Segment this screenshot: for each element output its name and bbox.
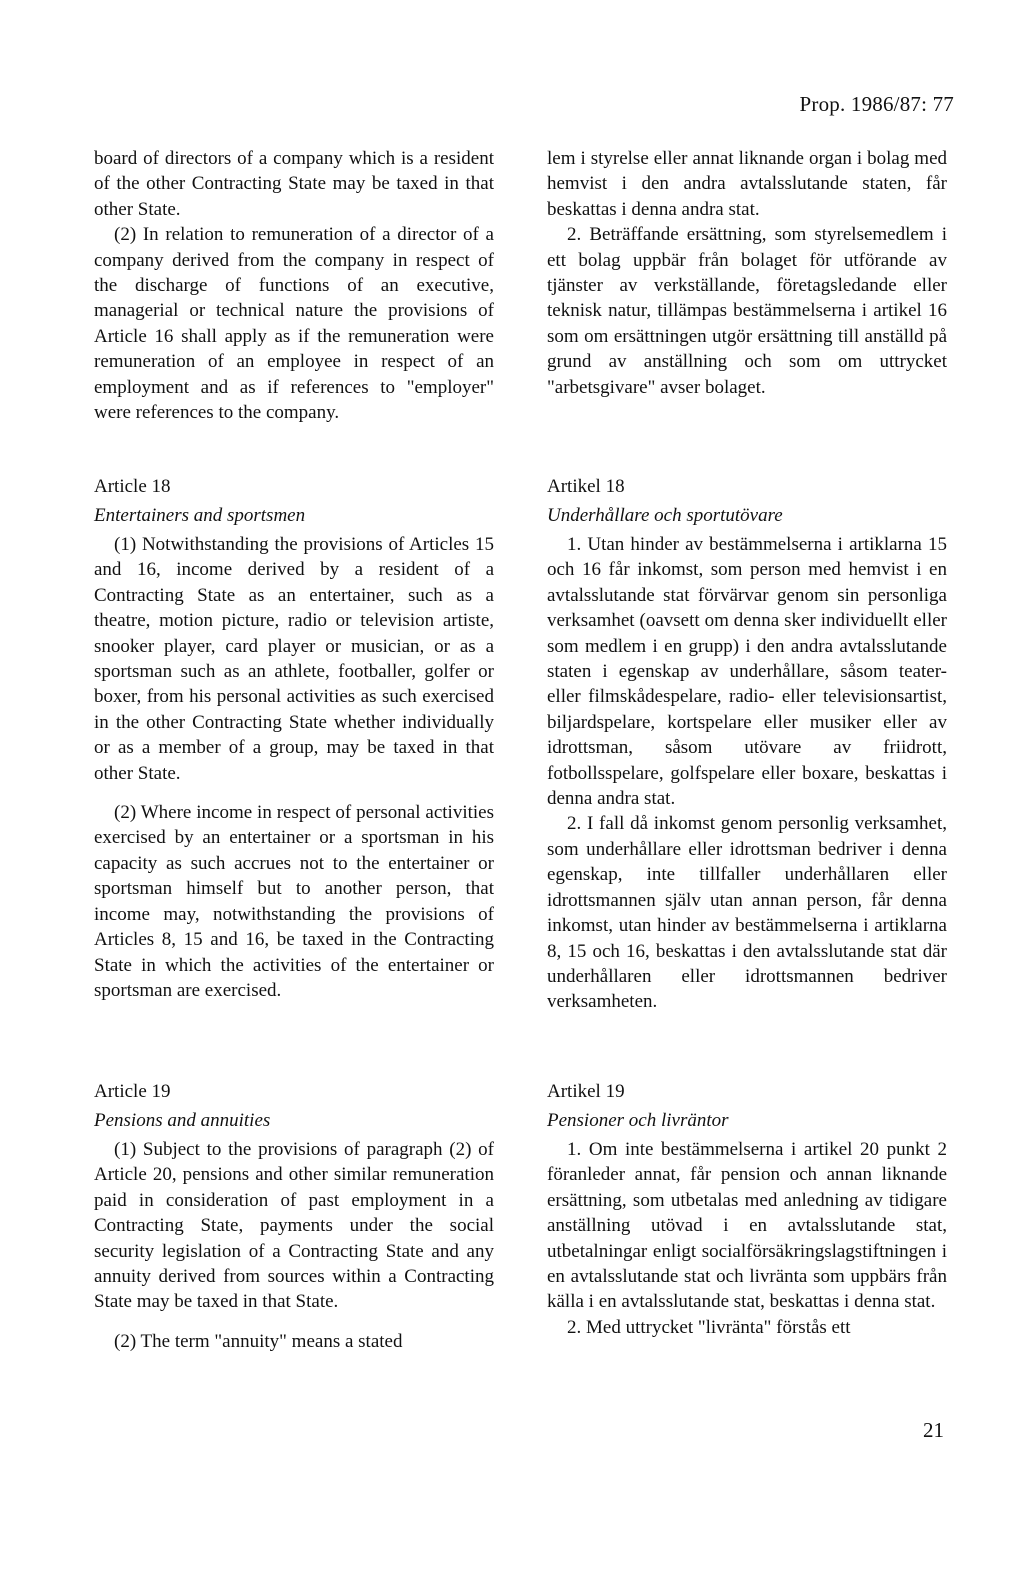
paragraph-gap bbox=[94, 786, 494, 800]
english-article-19-paragraph-2: (2) The term "annuity" means a stated bbox=[114, 1330, 403, 1352]
english-top-paragraph-1: board of directors of a company which is a resident of the other Contracting State may be taxed in that other State. bbox=[94, 148, 494, 220]
english-top-section bbox=[94, 146, 494, 425]
swedish-article-19-title: Artikel 19 bbox=[547, 1081, 625, 1102]
swedish-article-19-paragraph-1: 1. Om inte bestämmelserna i artikel 20 punkt 2 föranleder annat, får pension och annan liknande ersättning, som utbetalas med anledning av tidigare anställning utövad i en avtalsslutande stat, utbetalningar enligt socialförsäkringslagstiftningen i en avtalsslutande stat och livränta som uppbärs från källa i en avtalsslutande stat, beskattas i denna stat. bbox=[547, 1139, 947, 1313]
english-article-18-title: Article 18 bbox=[94, 476, 171, 497]
swedish-article-19 bbox=[547, 1079, 947, 1340]
page-number: 21 bbox=[923, 1418, 944, 1442]
swedish-top-section bbox=[547, 146, 947, 400]
english-article-19-title: Article 19 bbox=[94, 1081, 171, 1102]
swedish-article-18 bbox=[547, 474, 947, 1015]
english-article-19 bbox=[94, 1079, 494, 1354]
swedish-top-paragraph-1: lem i styrelse eller annat liknande organ i bolag med hemvist i den andra avtalsslutande staten, får beskattas i denna andra stat. bbox=[547, 148, 947, 220]
page-header: Prop. 1986/87: 77 bbox=[799, 92, 954, 116]
english-article-19-subtitle: Pensions and annuities bbox=[94, 1110, 271, 1131]
english-article-19-paragraph-1: (1) Subject to the provisions of paragraph (2) of Article 20, pensions and other similar remuneration paid in consideration of past employment in a Contracting State, payments under the social security legislation of a Contracting State and any annuity derived from sources within a Contracting State may be taxed in that State. bbox=[94, 1139, 494, 1313]
english-article-18-paragraph-1: (1) Notwithstanding the provisions of Articles 15 and 16, income derived by a resident of a Contracting State as an entertainer, such as a theatre, motion picture, radio or television artiste, snooker player, card player or musician, or as a sportsman such as an athlete, footballer, golfer or boxer, from his personal activities as such exercised in the other Contracting State whether individually or as a member of a group, may be taxed in that other State. bbox=[94, 534, 494, 784]
swedish-article-18-paragraph-1: 1. Utan hinder av bestämmelserna i artiklarna 15 och 16 får inkomst, som person med hemvist i en avtalsslutande stat förvärvar genom sin personliga verksamhet (oavsett om denna sker individuellt eller som medlem i en grupp) i den andra avtalsslutande staten i egenskap av underhållare, såsom teater- eller filmskådespelare, radio- eller televisionsartist, biljardspelare, kortspelare eller musiker eller av idrottsman, såsom utövare av friidrott, fotbollsspelare, golfspelare eller boxare, beskattas i denna andra stat. bbox=[547, 534, 947, 810]
swedish-article-18-title: Artikel 18 bbox=[547, 476, 625, 497]
paragraph-gap bbox=[94, 1315, 494, 1329]
english-top-paragraph-2: (2) In relation to remuneration of a director of a company derived from the company in respect of the discharge of functions of an executive, managerial or technical nature the provisions of Article 16 shall apply as if the remuneration were remuneration of an employee in respect of an employment and as if references to "employer" were references to the company. bbox=[94, 224, 494, 424]
swedish-top-paragraph-2: 2. Beträffande ersättning, som styrelsemedlem i ett bolag uppbär från bolaget för utförande av tjänster av verkställande, företagsledande eller teknisk natur, tillämpas bestämmelserna i artikel 16 som om ersättningen utgör ersättning till anställd på grund av anställning och som om uttrycket "arbetsgivare" avser bolaget. bbox=[547, 224, 947, 398]
english-article-18 bbox=[94, 474, 494, 1003]
english-article-18-subtitle: Entertainers and sportsmen bbox=[94, 505, 306, 526]
swedish-article-19-subtitle: Pensioner och livräntor bbox=[547, 1110, 729, 1131]
swedish-article-18-subtitle: Underhållare och sportutövare bbox=[547, 505, 783, 526]
swedish-article-19-paragraph-2: 2. Med uttrycket "livränta" förstås ett bbox=[567, 1316, 851, 1338]
swedish-article-18-paragraph-2: 2. I fall då inkomst genom personlig verksamhet, som underhållare eller idrottsman bedriver i denna egenskap, inte tillfaller underhållaren eller idrottsmannen själv utan annan person, får denna inkomst, utan hinder av bestämmelserna i artiklarna 8, 15 och 16, beskattas i den avtalsslutande stat där underhållaren eller idrottsmannen bedriver verksamheten. bbox=[547, 813, 947, 1013]
english-article-18-paragraph-2: (2) Where income in respect of personal activities exercised by an entertainer or a sportsman in his capacity as such accrues not to the entertainer or sportsman himself but to another person, that income may, notwithstanding the provisions of Articles 8, 15 and 16, be taxed in the Contracting State in which the activities of the entertainer or sportsman are exercised. bbox=[94, 802, 494, 1001]
